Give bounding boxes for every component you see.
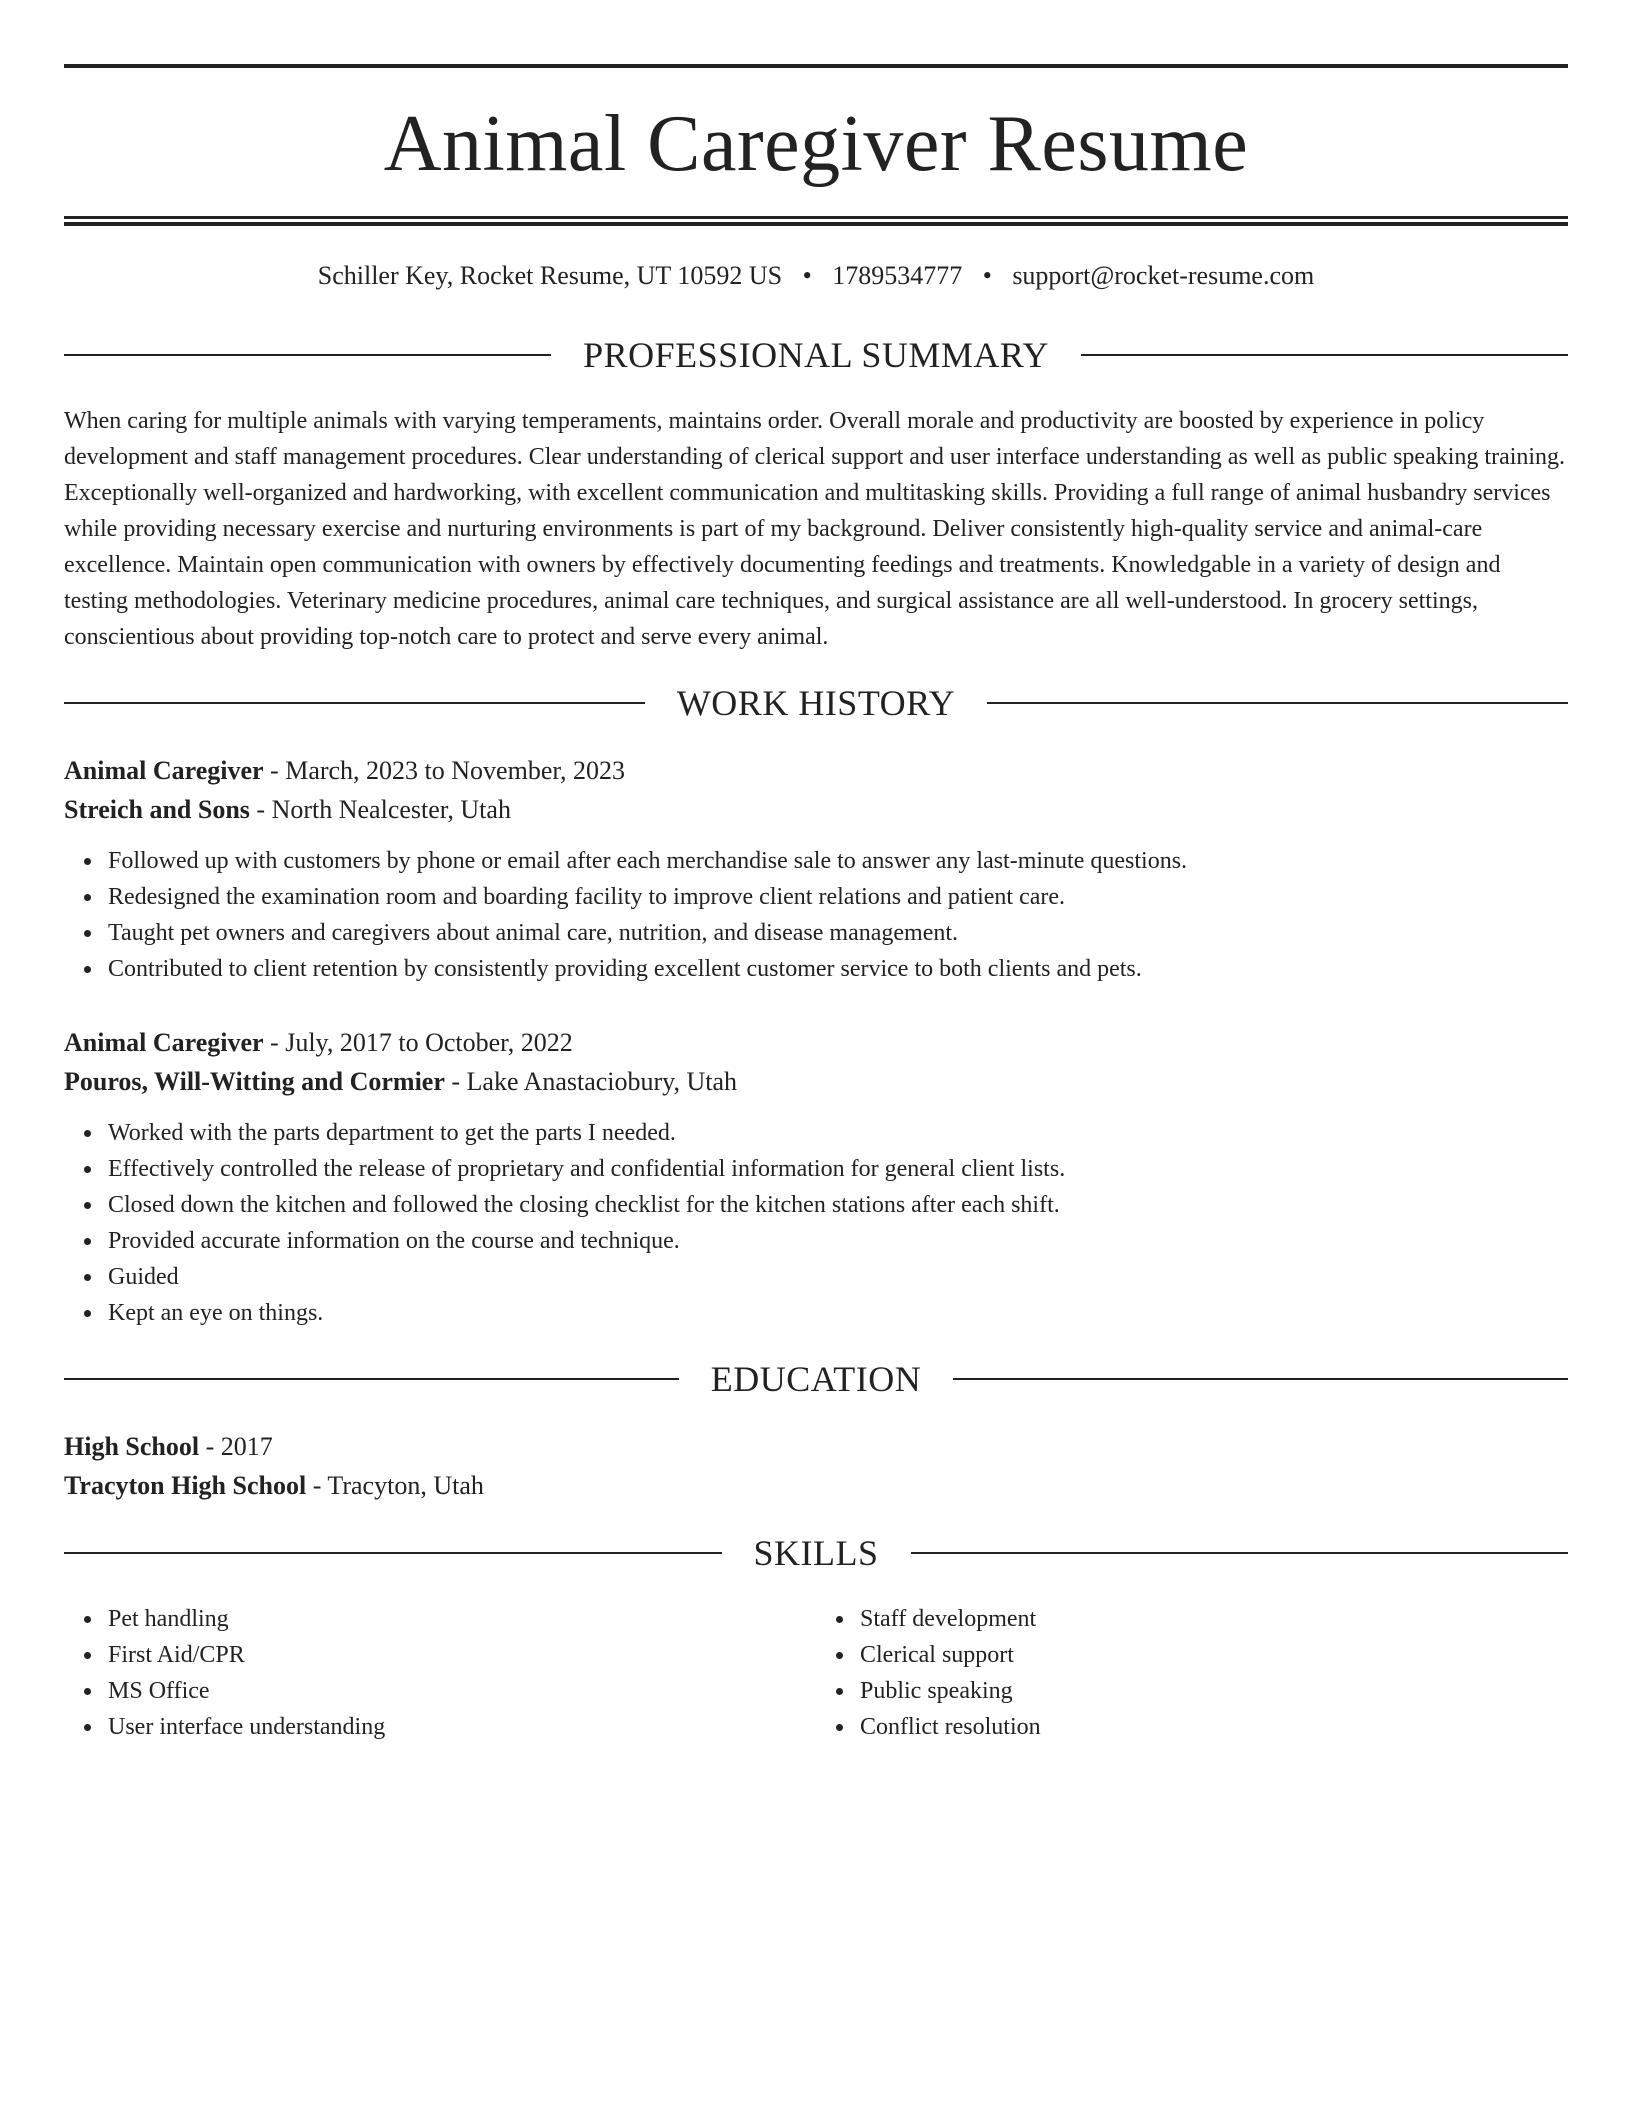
- section-heading-education: [64, 1359, 1568, 1400]
- summary-text: When caring for multiple animals with varying temperaments, maintains order. Overall morale and productivity are boosted by experience in policy development and staff management procedures. Clear understanding of clerical support and user interface understanding as well as public speaking training. Exceptionally well-organized and hardworking, with excellent communication and multitasking skills. Providing a full range of animal husbandry services while providing necessary exercise and nurturing environments is part of my background. Deliver consistently high-quality service and animal-care excellence. Maintain open communication with owners by effectively documenting feedings and treatments. Knowledgable in a variety of design and testing methodologies. Veterinary medicine procedures, animal care techniques, and surgical assistance are all well-understood. In grocery settings, conscientious about providing top-notch care to protect and serve every animal.: [64, 408, 1566, 651]
- list-item: Guided: [108, 1259, 1568, 1295]
- heading-rule-right: [911, 1552, 1569, 1554]
- contact-separator: •: [802, 261, 812, 290]
- heading-rule-left: [64, 1552, 722, 1554]
- section-heading-skills: [64, 1533, 1568, 1574]
- job-bullets: [64, 843, 1568, 987]
- skills-list-left: [64, 1601, 816, 1745]
- job-dates: - March, 2023 to November, 2023: [263, 756, 625, 786]
- job-title: Animal Caregiver: [64, 1028, 264, 1058]
- list-item: Contributed to client retention by consistently providing excellent customer service to both clients and pets.: [108, 951, 1568, 987]
- skill-item: MS Office: [108, 1673, 816, 1709]
- list-item: Redesigned the examination room and boarding facility to improve client relations and patient care.: [108, 879, 1568, 915]
- education-degree-line: [64, 1427, 1568, 1466]
- skills-columns: [64, 1601, 1568, 1745]
- skill-item: First Aid/CPR: [108, 1637, 816, 1673]
- contact-email: support@rocket-resume.com: [1012, 261, 1315, 290]
- job-bullets: [64, 1115, 1568, 1331]
- list-item: Closed down the kitchen and followed the closing checklist for the kitchen stations after each shift.: [108, 1187, 1568, 1223]
- job-company-line: [64, 790, 1568, 829]
- contact-phone: 1789534777: [832, 261, 963, 290]
- job-entry: [64, 1023, 1568, 1331]
- list-item: Effectively controlled the release of proprietary and confidential information for general client lists.: [108, 1151, 1568, 1187]
- job-company-line: [64, 1062, 1568, 1101]
- job-title: Animal Caregiver: [64, 756, 264, 786]
- skill-item: Public speaking: [860, 1673, 1568, 1709]
- skill-item: Pet handling: [108, 1601, 816, 1637]
- heading-rule-left: [64, 702, 645, 704]
- list-item: Followed up with customers by phone or email after each merchandise sale to answer any last-minute questions.: [108, 843, 1568, 879]
- job-dates: - July, 2017 to October, 2022: [263, 1028, 573, 1058]
- education-school: Tracyton High School: [64, 1471, 307, 1501]
- heading-rule-right: [953, 1378, 1568, 1380]
- contact-line: [64, 260, 1568, 291]
- education-school-line: [64, 1466, 1568, 1505]
- job-title-line: [64, 1023, 1568, 1062]
- resume-title: Animal Caregiver Resume: [383, 100, 1249, 188]
- education-year: - 2017: [199, 1432, 273, 1462]
- section-title: PROFESSIONAL SUMMARY: [583, 335, 1049, 376]
- heading-rule-right: [987, 702, 1568, 704]
- skill-item: User interface understanding: [108, 1709, 816, 1745]
- education-location: - Tracyton, Utah: [306, 1471, 484, 1501]
- section-heading-summary: [64, 335, 1568, 376]
- section-heading-work: [64, 683, 1568, 724]
- job-title-line: [64, 751, 1568, 790]
- title-double-rule: [64, 216, 1568, 226]
- list-item: Kept an eye on things.: [108, 1295, 1568, 1331]
- list-item: Taught pet owners and caregivers about animal care, nutrition, and disease management.: [108, 915, 1568, 951]
- section-title: WORK HISTORY: [676, 683, 956, 724]
- job-location: - North Nealcester, Utah: [249, 795, 511, 825]
- section-title: SKILLS: [753, 1533, 879, 1574]
- heading-rule-left: [64, 1378, 679, 1380]
- job-location: - Lake Anastaciobury, Utah: [444, 1067, 738, 1097]
- list-item: Provided accurate information on the course and technique.: [108, 1223, 1568, 1259]
- top-rule: [64, 64, 1568, 68]
- contact-separator: •: [982, 261, 992, 290]
- skills-list-right: [816, 1601, 1568, 1745]
- skill-item: Staff development: [860, 1601, 1568, 1637]
- education-entry: [64, 1427, 1568, 1505]
- job-company: Streich and Sons: [64, 795, 250, 825]
- heading-rule-right: [1081, 354, 1568, 356]
- list-item: Worked with the parts department to get the parts I needed.: [108, 1115, 1568, 1151]
- heading-rule-left: [64, 354, 551, 356]
- skill-item: Conflict resolution: [860, 1709, 1568, 1745]
- skill-item: Clerical support: [860, 1637, 1568, 1673]
- section-title: EDUCATION: [710, 1359, 922, 1400]
- job-company: Pouros, Will-Witting and Cormier: [64, 1067, 445, 1097]
- job-entry: [64, 751, 1568, 987]
- education-degree: High School: [64, 1432, 200, 1462]
- contact-address: Schiller Key, Rocket Resume, UT 10592 US: [317, 261, 783, 290]
